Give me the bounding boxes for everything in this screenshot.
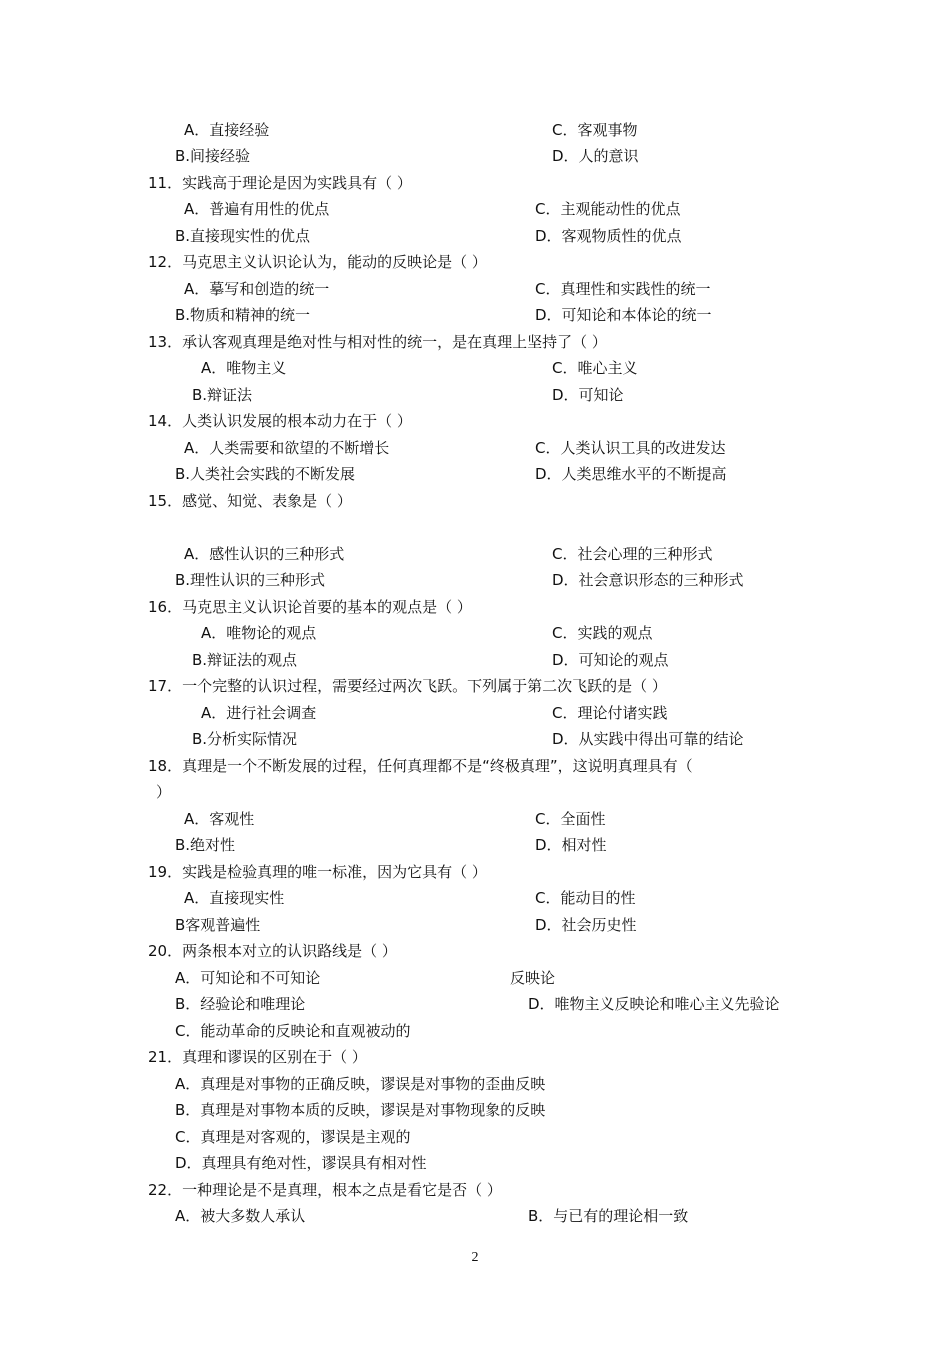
option-d: D．社会历史性 bbox=[535, 916, 637, 934]
question-14: 14．人类认识发展的根本动力在于（ ） bbox=[148, 412, 412, 430]
option-c: C．全面性 bbox=[535, 810, 606, 828]
option-b: B客观普遍性 bbox=[175, 916, 261, 934]
option-d: D．可知论 bbox=[552, 386, 624, 404]
option-c: C．能动目的性 bbox=[535, 889, 636, 907]
option-c: C．实践的观点 bbox=[552, 624, 653, 642]
question-15: 15．感觉、知觉、表象是（ ） bbox=[148, 492, 352, 510]
option-b: B.辩证法的观点 bbox=[192, 651, 298, 669]
option-d: D．真理具有绝对性，谬误具有相对性 bbox=[175, 1154, 427, 1172]
option-c: C．客观事物 bbox=[552, 121, 638, 139]
option-d: D．相对性 bbox=[535, 836, 607, 854]
option-b: B.间接经验 bbox=[175, 147, 251, 165]
question-22: 22．一种理论是不是真理，根本之点是看它是否（ ） bbox=[148, 1181, 502, 1199]
option-a: A．直接经验 bbox=[184, 121, 270, 139]
option-b: B.人类社会实践的不断发展 bbox=[175, 465, 356, 483]
option-a: A．真理是对事物的正确反映，谬误是对事物的歪曲反映 bbox=[175, 1075, 546, 1093]
option-a: A．唯物主义 bbox=[201, 359, 287, 377]
option-c: C．人类认识工具的改进发达 bbox=[535, 439, 726, 457]
question-18-cont: ） bbox=[156, 783, 172, 801]
option-d: D．社会意识形态的三种形式 bbox=[552, 571, 744, 589]
option-d: D．人类思维水平的不断提高 bbox=[535, 465, 727, 483]
question-16: 16．马克思主义认识论首要的基本的观点是（ ） bbox=[148, 598, 472, 616]
option-c: C．真理是对客观的，谬误是主观的 bbox=[175, 1128, 411, 1146]
option-b: B．经验论和唯理论 bbox=[175, 995, 306, 1013]
option-d: D．可知论和本体论的统一 bbox=[535, 306, 712, 324]
option-d: D．可知论的观点 bbox=[552, 651, 669, 669]
option-b: B.直接现实性的优点 bbox=[175, 227, 311, 245]
option-d: D．唯物主义反映论和唯心主义先验论 bbox=[528, 995, 780, 1013]
question-13: 13．承认客观真理是绝对性与相对性的统一，是在真理上坚持了（ ） bbox=[148, 333, 607, 351]
option-b: B．与已有的理论相一致 bbox=[528, 1207, 689, 1225]
question-20: 20．两条根本对立的认识路线是（ ） bbox=[148, 942, 397, 960]
option-a: A．被大多数人承认 bbox=[175, 1207, 306, 1225]
option-c: C．理论付诸实践 bbox=[552, 704, 668, 722]
option-b: B.绝对性 bbox=[175, 836, 236, 854]
option-a: A．摹写和创造的统一 bbox=[184, 280, 330, 298]
option-b: B.辩证法 bbox=[192, 386, 253, 404]
question-11: 11．实践高于理论是因为实践具有（ ） bbox=[148, 174, 412, 192]
question-19: 19．实践是检验真理的唯一标准，因为它具有（ ） bbox=[148, 863, 487, 881]
option-a: A．感性认识的三种形式 bbox=[184, 545, 345, 563]
option-c: C．主观能动性的优点 bbox=[535, 200, 681, 218]
option-b: B.理性认识的三种形式 bbox=[175, 571, 326, 589]
option-d: D．从实践中得出可靠的结论 bbox=[552, 730, 744, 748]
option-a: A．进行社会调查 bbox=[201, 704, 317, 722]
option-a: A．客观性 bbox=[184, 810, 255, 828]
option-d: D．人的意识 bbox=[552, 147, 639, 165]
option-c: C．社会心理的三种形式 bbox=[552, 545, 713, 563]
option-c: C．能动革命的反映论和直观被动的 bbox=[175, 1022, 411, 1040]
option-a: A．唯物论的观点 bbox=[201, 624, 317, 642]
option-a: A．直接现实性 bbox=[184, 889, 285, 907]
option-c: C．真理性和实践性的统一 bbox=[535, 280, 711, 298]
option-a: A．人类需要和欲望的不断增长 bbox=[184, 439, 390, 457]
option-a: A．普遍有用性的优点 bbox=[184, 200, 330, 218]
option-b: B.物质和精神的统一 bbox=[175, 306, 311, 324]
page-number: 2 bbox=[471, 1250, 479, 1265]
option-c-cont: 反映论 bbox=[510, 969, 556, 987]
option-b: B.分析实际情况 bbox=[192, 730, 298, 748]
option-b: B．真理是对事物本质的反映，谬误是对事物现象的反映 bbox=[175, 1101, 546, 1119]
option-c: C．唯心主义 bbox=[552, 359, 638, 377]
question-12: 12．马克思主义认识论认为，能动的反映论是（ ） bbox=[148, 253, 487, 271]
question-17: 17．一个完整的认识过程，需要经过两次飞跃。下列属于第二次飞跃的是（ ） bbox=[148, 677, 667, 695]
question-21: 21．真理和谬误的区别在于（ ） bbox=[148, 1048, 367, 1066]
option-d: D．客观物质性的优点 bbox=[535, 227, 682, 245]
option-a: A．可知论和不可知论 bbox=[175, 969, 321, 987]
question-18: 18．真理是一个不断发展的过程，任何真理都不是“终极真理”，这说明真理具有（ bbox=[148, 757, 693, 775]
